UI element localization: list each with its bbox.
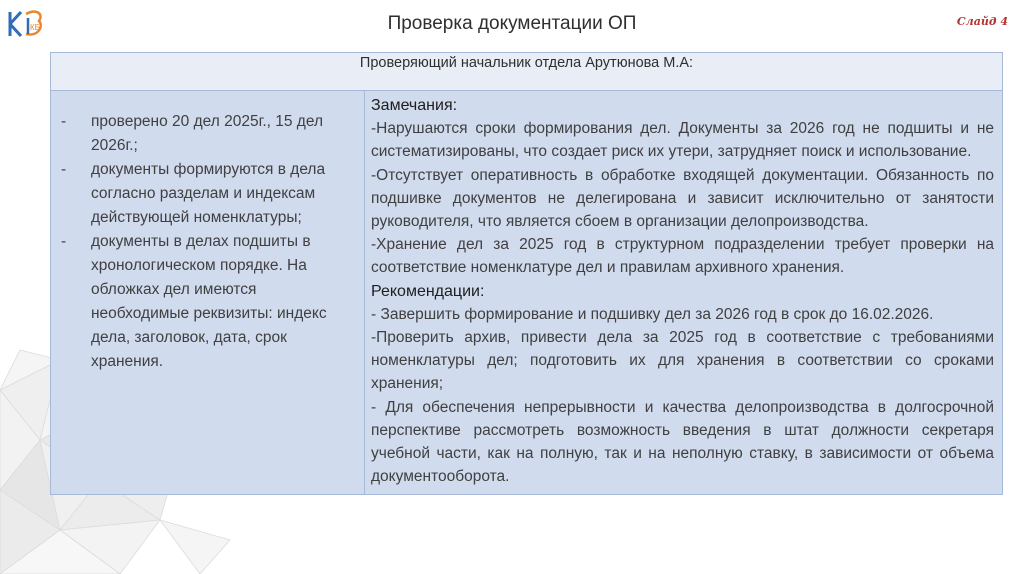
recommendation-item: -Проверить архив, привести дела за 2025 год в соответствие с требованиями номенклатуры дел; подготовить их для хранения в соответствии со сроками хранения; — [371, 329, 995, 393]
list-item-text: проверено 20 дел 2025г., 15 дел 2026г.; — [91, 113, 323, 154]
remarks-cell — [365, 91, 1003, 495]
slide-number: Слайд 4 — [956, 15, 1008, 28]
remark-item: -Хранение дел за 2025 год в структурном подразделении требует проверки на соответствие номенклатуре дел и правилам архивного хранения. — [371, 236, 995, 277]
inspector-header-text: Проверяющий начальник отдела Арутюнова М.А: — [359, 55, 694, 71]
recommendations-title: Рекомендации: — [371, 282, 485, 300]
inspector-header-cell — [51, 53, 1003, 91]
remark-item: -Отсутствует оперативность в обработке входящей документации. Обязанность по подшивке документов не делегирована и зависит исключительно от занятости руководителя, что является сбоем в организации делопроизводства. — [371, 166, 995, 231]
inspection-table — [50, 52, 1003, 495]
logo-text: КБ — [30, 23, 40, 32]
list-item — [61, 158, 354, 230]
list-item — [61, 110, 354, 158]
remark-item: -Нарушаются сроки формирования дел. Документы за 2026 год не подшиты и не систематизированы, что создает риск их утери, затрудняет поиск и использование. — [371, 120, 995, 161]
list-item-text: документы формируются в дела согласно разделам и индексам действующей номенклатуры; — [91, 161, 326, 226]
list-dash: - — [61, 113, 67, 130]
list-dash: - — [61, 233, 67, 250]
page-title: Проверка документации ОП — [387, 13, 637, 34]
list-item — [61, 230, 354, 374]
findings-cell — [51, 91, 365, 495]
recommendation-item: - Завершить формирование и подшивку дел за 2026 год в срок до 16.02.2026. — [371, 305, 934, 323]
list-item-text: документы в делах подшиты в хронологическом порядке. На обложках дел имеются необходимые реквизиты: индекс дела, заголовок, дата, срок хранения. — [91, 233, 327, 370]
recommendation-item: - Для обеспечения непрерывности и качества делопроизводства в долгосрочной перспективе рассмотреть возможность введения в штат должности секретаря учебной части, как на полную, так и на неполную ставку, в зависимости от объема документооборота. — [371, 398, 995, 486]
list-dash: - — [61, 161, 67, 178]
findings-list — [61, 110, 354, 374]
remarks-title: Замечания: — [371, 97, 458, 114]
